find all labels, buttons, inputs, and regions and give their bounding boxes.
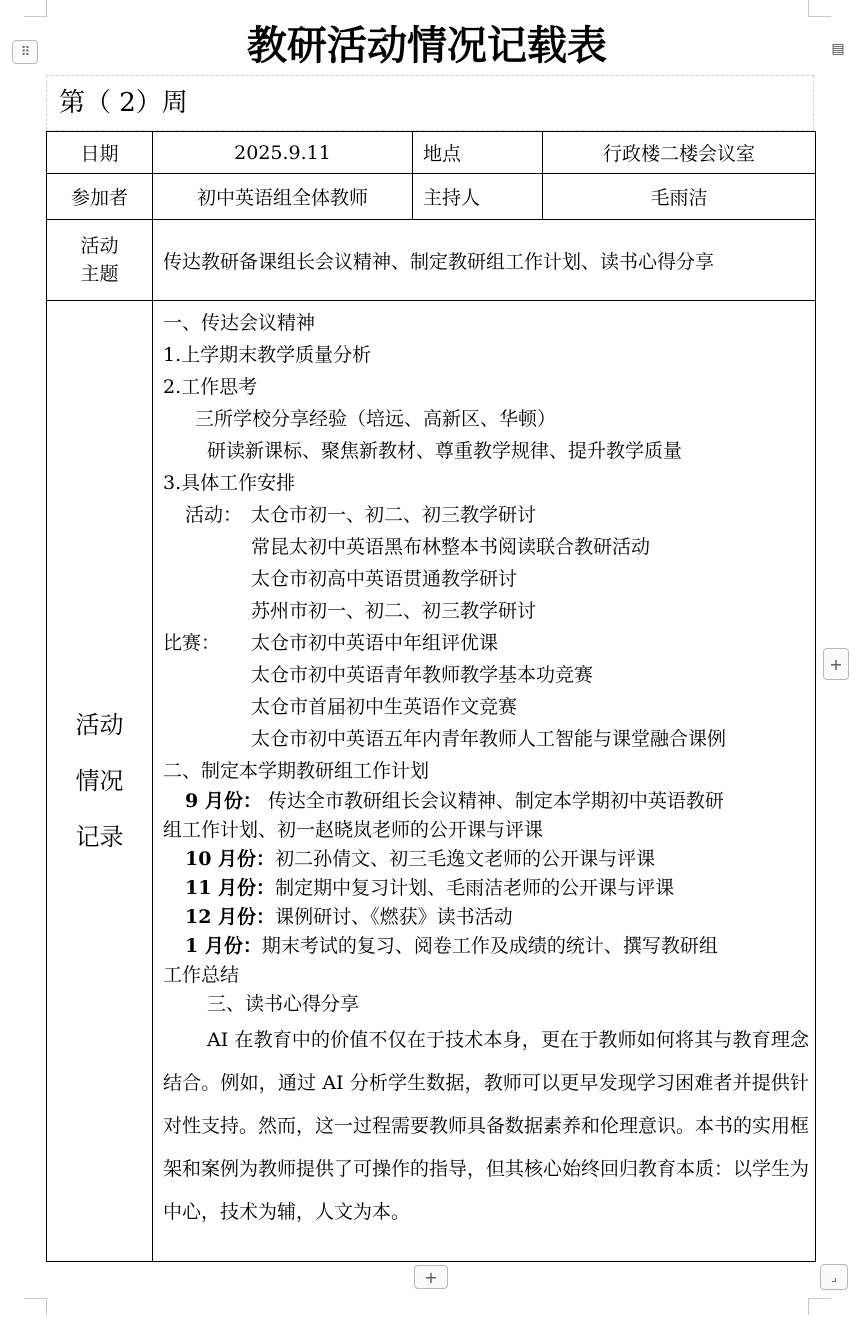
- participants-label-cell: 参加者: [47, 174, 153, 220]
- document-icon[interactable]: ▤: [831, 41, 845, 57]
- theme-label-line: 主题: [80, 263, 119, 285]
- plan-line: [163, 874, 809, 903]
- week-label: 第（ 2）周: [59, 88, 188, 118]
- plan-line: [163, 787, 809, 816]
- activity-item: 苏州市初一、初二、初三教学研讨: [251, 600, 537, 622]
- record-line: 研读新课标、聚焦新教材、尊重教学规律、提升教学质量: [207, 440, 683, 462]
- record-line: 1.上学期末教学质量分析: [163, 344, 372, 366]
- record-label-line: 情况: [75, 767, 124, 795]
- month-label: 9 月份：: [185, 790, 262, 812]
- plan-text: 课例研讨、《燃获》读书活动: [275, 906, 513, 928]
- page-corner-mark: [24, 1298, 47, 1315]
- host-value-cell[interactable]: 毛雨洁: [543, 174, 816, 220]
- table-row: [47, 220, 816, 301]
- plus-icon: +: [424, 1267, 438, 1287]
- date-value-cell[interactable]: 2025.9.11: [153, 132, 413, 174]
- section-heading: 一、传达会议精神: [163, 312, 316, 334]
- plan-line: [163, 845, 809, 874]
- page-corner-mark: [808, 0, 831, 17]
- plan-text: 传达全市教研组长会议精神、制定本学期初中英语教研: [261, 790, 724, 812]
- plan-line: [163, 932, 809, 961]
- month-label: 11 月份：: [185, 877, 276, 899]
- reading-notes-paragraph: AI 在教育中的价值不仅在于技术本身，更在于教师如何将其与教育理念结合。例如，通过 AI 分析学生数据，教师可以更早发现学习困难者并提供针对性支持。然而，这一过程需要教师具备数据素养和伦理意识。本书的实用框架和案例为教师提供了可操作的指导，但其核心始终回归教育本质：以学生为中心，技术为辅，人文为本。: [163, 1029, 810, 1223]
- activity-item: 太仓市初高中英语贯通教学研讨: [251, 568, 518, 590]
- page-corner-mark: [24, 0, 47, 17]
- competition-label: 比赛：: [163, 632, 221, 654]
- competition-item: 太仓市初中英语青年教师教学基本功竞赛: [251, 664, 594, 686]
- record-line: [163, 627, 809, 659]
- table-row: [47, 132, 816, 174]
- plus-icon: +: [829, 654, 843, 674]
- host-label-cell: 主持人: [413, 174, 543, 220]
- add-row-button[interactable]: [414, 1265, 448, 1289]
- record-table: [46, 131, 816, 1262]
- participants-value-cell[interactable]: 初中英语组全体教师: [153, 174, 413, 220]
- place-value-cell[interactable]: 行政楼二楼会议室: [543, 132, 816, 174]
- add-column-button[interactable]: [823, 648, 849, 680]
- theme-value-cell[interactable]: 传达教研备课组长会议精神、制定教研组工作计划、读书心得分享: [153, 220, 816, 301]
- month-label: 12 月份：: [185, 906, 276, 928]
- competition-item: 太仓市初中英语五年内青年教师人工智能与课堂融合课例: [251, 728, 727, 750]
- drag-handle-icon[interactable]: ⠿: [12, 40, 38, 64]
- section-heading: 二、制定本学期教研组工作计划: [163, 760, 430, 782]
- fit-corner-icon[interactable]: ⌟: [820, 1264, 848, 1290]
- record-line: 2.工作思考: [163, 376, 258, 398]
- plan-text: 期末考试的复习、阅卷工作及成绩的统计、撰写教研组: [261, 935, 718, 957]
- activity-item: 太仓市初一、初二、初三教学研讨: [251, 504, 537, 526]
- theme-label-cell: [47, 220, 153, 301]
- plan-line: 组工作计划、初一赵晓岚老师的公开课与评课: [163, 819, 544, 841]
- week-box[interactable]: [46, 75, 814, 131]
- month-label: 10 月份：: [185, 848, 276, 870]
- activity-label: 活动：: [185, 504, 243, 526]
- plan-text: 制定期中复习计划、毛雨洁老师的公开课与评课: [275, 877, 675, 899]
- record-line: [163, 499, 809, 531]
- competition-item: 太仓市首届初中生英语作文竞赛: [251, 696, 518, 718]
- record-content-cell[interactable]: [153, 301, 816, 1262]
- date-label-cell: 日期: [47, 132, 153, 174]
- plan-text: 初二孙倩文、初三毛逸文老师的公开课与评课: [275, 848, 656, 870]
- record-line: 3.具体工作安排: [163, 472, 296, 494]
- page-corner-mark: [808, 1298, 831, 1315]
- table-row: [47, 174, 816, 220]
- record-line: 三所学校分享经验（培远、高新区、华顿）: [195, 408, 557, 430]
- competition-item: 太仓市初中英语中年组评优课: [251, 632, 499, 654]
- table-row: [47, 301, 816, 1262]
- document-title: 教研活动情况记载表: [247, 22, 607, 69]
- section-heading: 三、读书心得分享: [207, 993, 360, 1015]
- activity-item: 常昆太初中英语黑布林整本书阅读联合教研活动: [251, 536, 651, 558]
- plan-line: 工作总结: [163, 964, 240, 986]
- theme-label-line: 活动: [80, 235, 119, 257]
- record-label-line: 记录: [75, 823, 124, 851]
- place-label-cell: 地点: [413, 132, 543, 174]
- plan-line: [163, 903, 809, 932]
- record-label-line: 活动: [75, 711, 124, 739]
- month-label: 1 月份：: [185, 935, 262, 957]
- record-label-cell: [47, 301, 153, 1262]
